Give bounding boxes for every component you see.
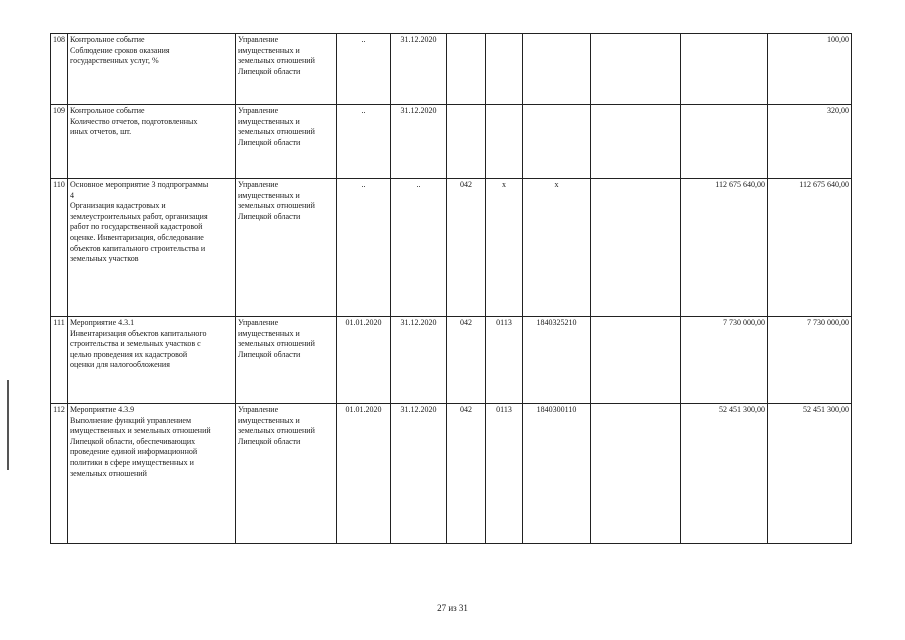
cell-text-line: оценки для налогообложения <box>70 360 170 370</box>
cell-text: 7 730 000,00 <box>723 318 765 327</box>
activity-name-cell <box>68 105 236 179</box>
responsible-org-cell <box>236 105 337 179</box>
amount-cell-1 <box>591 404 681 544</box>
cell-text-line: Управление <box>238 35 279 44</box>
start-date-cell <box>337 105 391 179</box>
activity-name-cell <box>68 317 236 404</box>
target-article-cell <box>523 317 591 404</box>
cell-text-line: земельных отношений <box>70 468 147 478</box>
amount-cell-1 <box>591 317 681 404</box>
cell-text-line: имущественных и <box>238 328 300 338</box>
cell-text-line: Управление <box>238 318 279 327</box>
amount-cell-2 <box>681 404 768 544</box>
cell-text: 108 <box>53 35 65 44</box>
cell-text-line: 4 <box>70 190 74 200</box>
table-row <box>51 105 852 179</box>
row-number-cell <box>51 34 68 105</box>
cell-text-line: Организация кадастровых и <box>70 201 166 211</box>
responsible-org-cell <box>236 179 337 317</box>
grbs-code-cell <box>447 317 486 404</box>
grbs-code-cell <box>447 404 486 544</box>
cell-text: 110 <box>53 180 65 189</box>
cell-text-line: Выполнение функций управлением <box>70 415 192 425</box>
cell-text-line: земельных отношений <box>238 426 315 436</box>
section-code-cell <box>486 34 523 105</box>
cell-text: 7 730 000,00 <box>807 318 849 327</box>
cell-text: 52 451 300,00 <box>803 405 849 414</box>
grbs-code-cell <box>447 34 486 105</box>
cell-text-line: землеустроительных работ, организация <box>70 211 208 221</box>
cell-text-line: Липецкой области, обеспечивающих <box>70 436 196 446</box>
cell-text: 01.01.2020 <box>345 318 382 327</box>
scan-edge-mark <box>7 380 9 470</box>
table-row <box>51 404 852 544</box>
cell-text: 100,00 <box>827 35 849 44</box>
responsible-org-cell <box>236 404 337 544</box>
section-code-cell <box>486 317 523 404</box>
cell-text-line: Мероприятие 4.3.1 <box>70 318 135 327</box>
program-activities-table <box>50 33 852 544</box>
cell-text-line: оценке. Инвентаризация, обследование <box>70 232 204 242</box>
start-date-cell <box>337 179 391 317</box>
target-article-cell <box>523 34 591 105</box>
cell-text-line: земельных отношений <box>238 201 315 211</box>
cell-text-line: Липецкой области <box>238 137 301 147</box>
row-number-cell <box>51 317 68 404</box>
cell-text: 31.12.2020 <box>400 106 437 115</box>
section-code-cell <box>486 179 523 317</box>
cell-text: 042 <box>460 405 472 414</box>
cell-text: 112 675 640,00 <box>799 180 849 189</box>
cell-text-line: имущественных и <box>238 45 300 55</box>
start-date-cell <box>337 317 391 404</box>
cell-text: 320,00 <box>827 106 849 115</box>
table-row <box>51 34 852 105</box>
cell-text: 0113 <box>496 318 512 327</box>
responsible-org-cell <box>236 317 337 404</box>
cell-text-line: иных отчетов, шт. <box>70 127 132 137</box>
cell-text-line: земельных отношений <box>238 127 315 137</box>
cell-text-line: Липецкой области <box>238 349 301 359</box>
table-row <box>51 317 852 404</box>
cell-text: 1840325210 <box>536 318 577 327</box>
cell-text: 52 451 300,00 <box>719 405 765 414</box>
cell-text-line: Основное мероприятие 3 подпрограммы <box>70 180 209 189</box>
amount-cell-1 <box>591 105 681 179</box>
cell-text-line: Липецкой области <box>238 66 301 76</box>
cell-text-line: Количество отчетов, подготовленных <box>70 116 198 126</box>
cell-text-line: государственных услуг, % <box>70 56 159 66</box>
cell-text: 31.12.2020 <box>400 405 437 414</box>
cell-text-line: Управление <box>238 405 279 414</box>
cell-text-line: Липецкой области <box>238 211 301 221</box>
cell-text: .. <box>361 35 366 44</box>
target-article-cell <box>523 105 591 179</box>
cell-text-line: имущественных и <box>238 116 300 126</box>
amount-cell-2 <box>681 179 768 317</box>
page-number: 27 из 31 <box>437 603 468 613</box>
cell-text-line: земельных отношений <box>238 339 315 349</box>
cell-text: .. <box>416 180 421 189</box>
target-article-cell <box>523 179 591 317</box>
cell-text: x <box>554 180 559 189</box>
cell-text-line: Управление <box>238 106 279 115</box>
end-date-cell <box>391 317 447 404</box>
amount-cell-3 <box>768 34 852 105</box>
target-article-cell <box>523 404 591 544</box>
cell-text: 109 <box>53 106 65 115</box>
row-number-cell <box>51 105 68 179</box>
cell-text: 112 <box>53 405 65 414</box>
cell-text-line: Управление <box>238 180 279 189</box>
amount-cell-3 <box>768 317 852 404</box>
cell-text: .. <box>361 180 366 189</box>
cell-text: 0113 <box>496 405 512 414</box>
amount-cell-1 <box>591 179 681 317</box>
cell-text: 112 675 640,00 <box>715 180 765 189</box>
start-date-cell <box>337 34 391 105</box>
amount-cell-2 <box>681 34 768 105</box>
cell-text-line: Мероприятие 4.3.9 <box>70 405 135 414</box>
activity-name-cell <box>68 179 236 317</box>
end-date-cell <box>391 404 447 544</box>
cell-text: .. <box>361 106 366 115</box>
table-row <box>51 179 852 317</box>
cell-text-line: политики в сфере имущественных и <box>70 457 194 467</box>
row-number-cell <box>51 404 68 544</box>
end-date-cell <box>391 179 447 317</box>
section-code-cell <box>486 404 523 544</box>
cell-text-line: Контрольное событие <box>70 106 145 115</box>
cell-text-line: проведение единой информационной <box>70 447 198 457</box>
start-date-cell <box>337 404 391 544</box>
cell-text: 31.12.2020 <box>400 318 437 327</box>
cell-text-line: объектов капитального строительства и <box>70 243 206 253</box>
end-date-cell <box>391 34 447 105</box>
cell-text: 01.01.2020 <box>345 405 382 414</box>
amount-cell-2 <box>681 105 768 179</box>
grbs-code-cell <box>447 179 486 317</box>
activity-name-cell <box>68 404 236 544</box>
cell-text-line: работ по государственной кадастровой <box>70 222 203 232</box>
amount-cell-3 <box>768 105 852 179</box>
cell-text-line: целью проведения их кадастровой <box>70 349 188 359</box>
cell-text-line: Липецкой области <box>238 436 301 446</box>
cell-text-line: имущественных и земельных отношений <box>70 426 211 436</box>
amount-cell-1 <box>591 34 681 105</box>
cell-text: 111 <box>53 318 65 327</box>
amount-cell-3 <box>768 179 852 317</box>
grbs-code-cell <box>447 105 486 179</box>
cell-text-line: Инвентаризация объектов капитального <box>70 328 207 338</box>
cell-text-line: Контрольное событие <box>70 35 145 44</box>
end-date-cell <box>391 105 447 179</box>
cell-text-line: имущественных и <box>238 415 300 425</box>
activity-name-cell <box>68 34 236 105</box>
cell-text: x <box>502 180 506 189</box>
cell-text: 1840300110 <box>536 405 577 414</box>
amount-cell-3 <box>768 404 852 544</box>
section-code-cell <box>486 105 523 179</box>
amount-cell-2 <box>681 317 768 404</box>
row-number-cell <box>51 179 68 317</box>
responsible-org-cell <box>236 34 337 105</box>
cell-text: 31.12.2020 <box>400 35 437 44</box>
cell-text-line: Соблюдение сроков оказания <box>70 45 170 55</box>
cell-text-line: земельных отношений <box>238 56 315 66</box>
cell-text-line: земельных участков <box>70 254 139 264</box>
cell-text: 042 <box>460 318 472 327</box>
cell-text: 042 <box>460 180 472 189</box>
cell-text-line: строительства и земельных участков с <box>70 339 201 349</box>
cell-text-line: имущественных и <box>238 190 300 200</box>
